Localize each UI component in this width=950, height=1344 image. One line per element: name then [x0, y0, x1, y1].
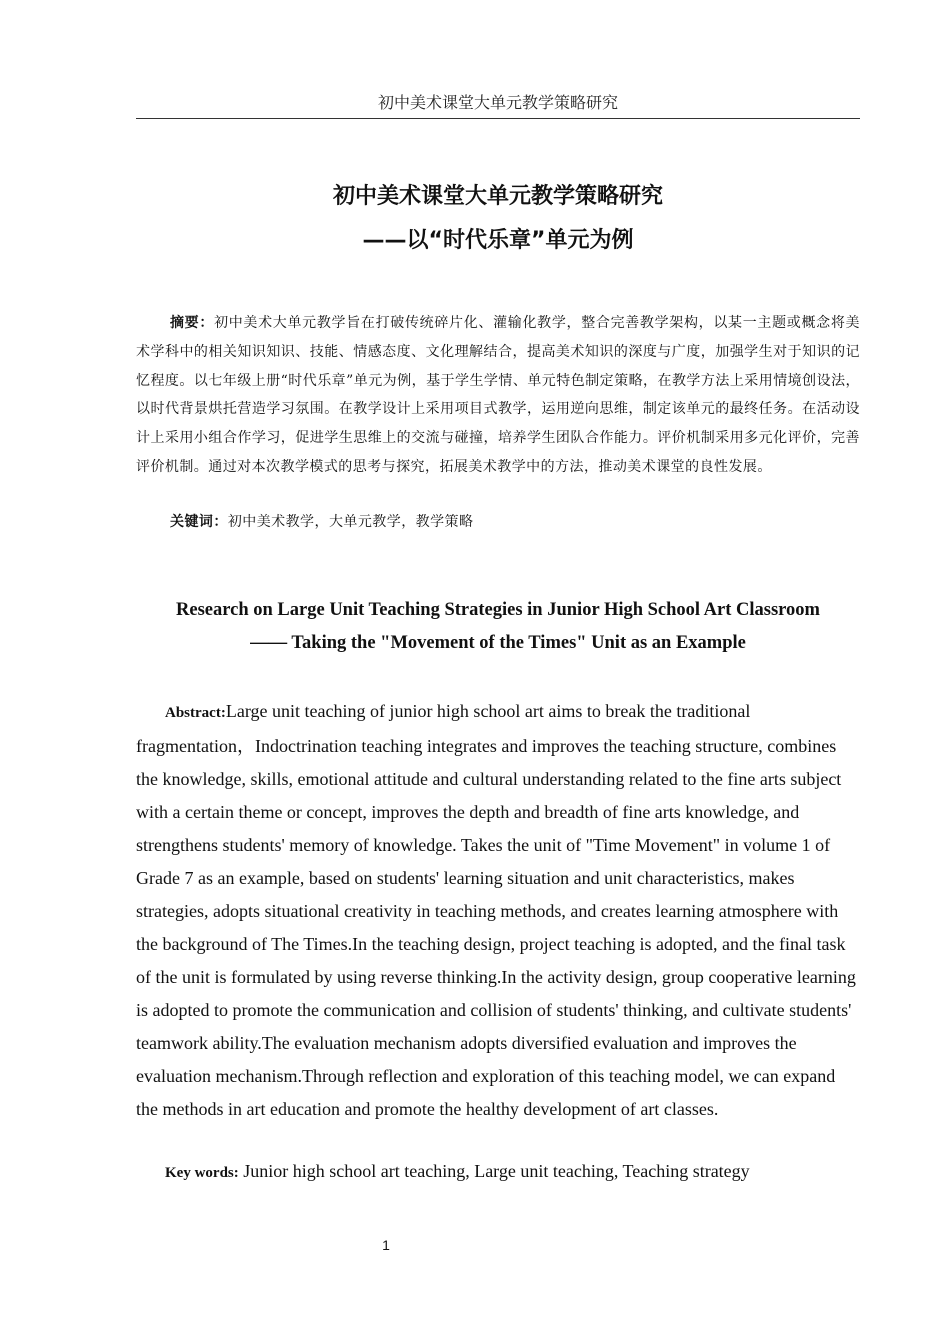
- page-number: 1: [382, 1237, 390, 1253]
- header-divider: [136, 118, 860, 119]
- running-header-title: 初中美术课堂大单元教学策略研究: [377, 93, 618, 112]
- english-keywords-label: Key words:: [165, 1165, 239, 1181]
- english-subtitle: —— Taking the "Movement of the Times" Unit as an Example: [250, 633, 746, 653]
- chinese-keywords: [170, 510, 473, 534]
- english-abstract: [136, 695, 860, 1126]
- english-abstract-text: Large unit teaching of junior high school art aims to break the traditional fragmentation，Indoctrination teaching integrates and improves the teaching structure, combines the knowledge, skills, emotional attitude and cultural understanding related to the fine arts subject with a certain theme or concept, improves the depth and breadth of fine arts knowledge, and strengthens students' memory of knowledge. Takes the unit of "Time Movement" in volume 1 of Grade 7 as an example, based on students' learning situation and unit characteristics, makes strategies, adopts situational creativity in teaching methods, and creates learning atmosphere with the background of The Times.In the teaching design, project teaching is adopted, and the final task of the unit is formulated by using reverse thinking.In the activity design, group cooperative learning is adopted to promote the communication and collision of students' thinking, and cultivate students' teamwork ability.The evaluation mechanism adopts diversified evaluation and improves the evaluation mechanism.Through reflection and exploration of this teaching model, we can expand the methods in art education and promote the healthy development of art classes.: [136, 701, 856, 1119]
- chinese-keywords-label: 关键词：: [170, 514, 228, 530]
- english-title: Research on Large Unit Teaching Strategies in Junior High School Art Classroom: [176, 600, 820, 620]
- english-abstract-label: Abstract:: [165, 705, 226, 721]
- chinese-title: 初中美术课堂大单元教学策略研究: [332, 184, 663, 209]
- chinese-abstract: [136, 309, 860, 482]
- chinese-subtitle: ——以“时代乐章”单元为例: [362, 228, 634, 253]
- chinese-keywords-text: 初中美术教学，大单元教学，教学策略: [227, 514, 474, 530]
- chinese-abstract-text: 初中美术大单元教学旨在打破传统碎片化、灌输化教学，整合完善教学架构，以某一主题或概念将美术学科中的相关知识知识、技能、情感态度、文化理解结合，提高美术知识的深度与广度，加强学生对于知识的记忆程度。以七年级上册“时代乐章”单元为例，基于学生学情、单元特色制定策略，在教学方法上采用情境创设法，以时代背景烘托营造学习氛围。在教学设计上采用项目式教学，运用逆向思维，制定该单元的最终任务。在活动设计上采用小组合作学习，促进学生思维上的交流与碰撞，培养学生团队合作能力。评价机制采用多元化评价，完善评价机制。通过对本次教学模式的思考与探究，拓展美术教学中的方法，推动美术课堂的良性发展。: [136, 315, 860, 475]
- chinese-abstract-label: 摘要：: [170, 315, 215, 331]
- english-keywords: [165, 1157, 750, 1187]
- english-keywords-text: Junior high school art teaching, Large unit teaching, Teaching strategy: [238, 1161, 750, 1181]
